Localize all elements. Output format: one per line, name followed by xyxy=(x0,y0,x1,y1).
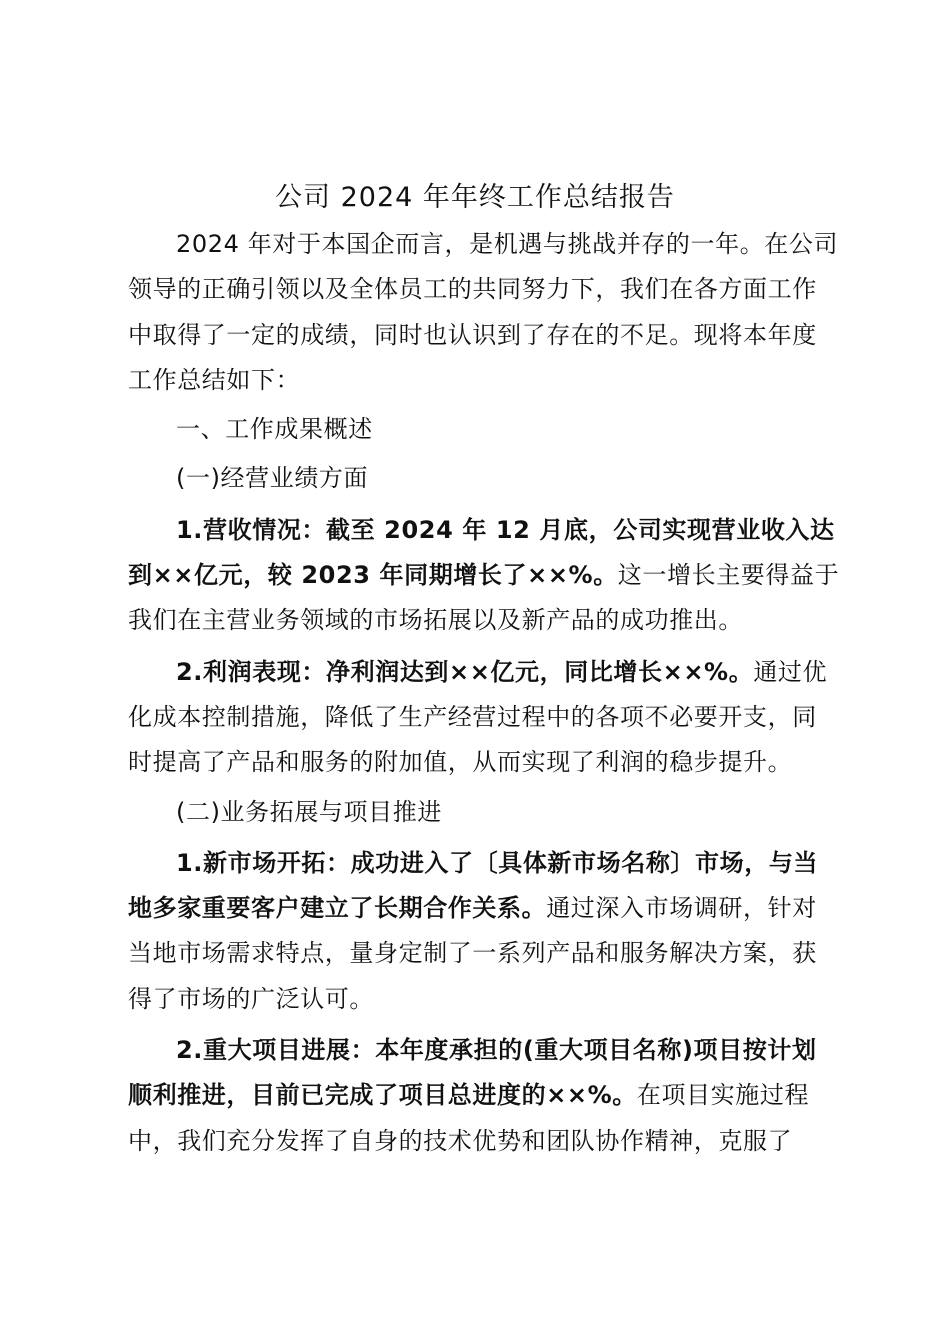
profit-text: 通过优化成本控制措施，降低了生产经营过程中的各项不必要开支，同时提高了产品和服务的附加值，从而实现了利润的稳步提升。 xyxy=(128,657,828,777)
section-heading: 一、工作成果概述 xyxy=(176,415,373,444)
intro-paragraph: 2024 年对于本国企而言，是机遇与挑战并存的一年。在公司领导的正确引领以及全体员工的共同努力下，我们在各方面工作中取得了一定的成绩，同时也认识到了存在的不足。现将本年度工作总结如下： xyxy=(128,230,839,394)
subsection-heading: (一)经营业绩方面 xyxy=(176,464,369,493)
new-market-text: 通过深入市场调研，针对当地市场需求特点，量身定制了一系列产品和服务解决方案，获得了市场的广泛认可。 xyxy=(128,894,817,1013)
profit-paragraph xyxy=(128,650,840,786)
new-market-paragraph xyxy=(128,841,840,1022)
new-market-lead: 1.新市场开拓：成功进入了〔具体新市场名称〕市场，与当地多家重要客户建立了长期合作关系。 xyxy=(128,848,819,923)
revenue-text: 这一增长主要得益于我们在主营业务领域的市场拓展以及新产品的成功推出。 xyxy=(128,561,840,635)
report-body xyxy=(128,222,840,1164)
revenue-lead: 1.营收情况：截至 2024 年 12 月底，公司实现营业收入达到××亿元，较 2023 年同期增长了××%。 xyxy=(128,515,835,590)
profit-lead: 2.利润表现：净利润达到××亿元，同比增长××%。 xyxy=(176,657,754,686)
major-project-lead: 2.重大项目进展：本年度承担的(重大项目名称)项目按计划顺利推进，目前已完成了项目总进度的××%。 xyxy=(128,1036,817,1110)
revenue-paragraph xyxy=(128,508,840,644)
subsection-heading: (二)业务拓展与项目推进 xyxy=(176,797,442,826)
report-title: 公司 2024 年年终工作总结报告 xyxy=(275,182,675,213)
major-project-text: 在项目实施过程中，我们充分发挥了自身的技术优势和团队协作精神，克服了 xyxy=(128,1081,810,1155)
major-project-paragraph xyxy=(128,1028,840,1164)
